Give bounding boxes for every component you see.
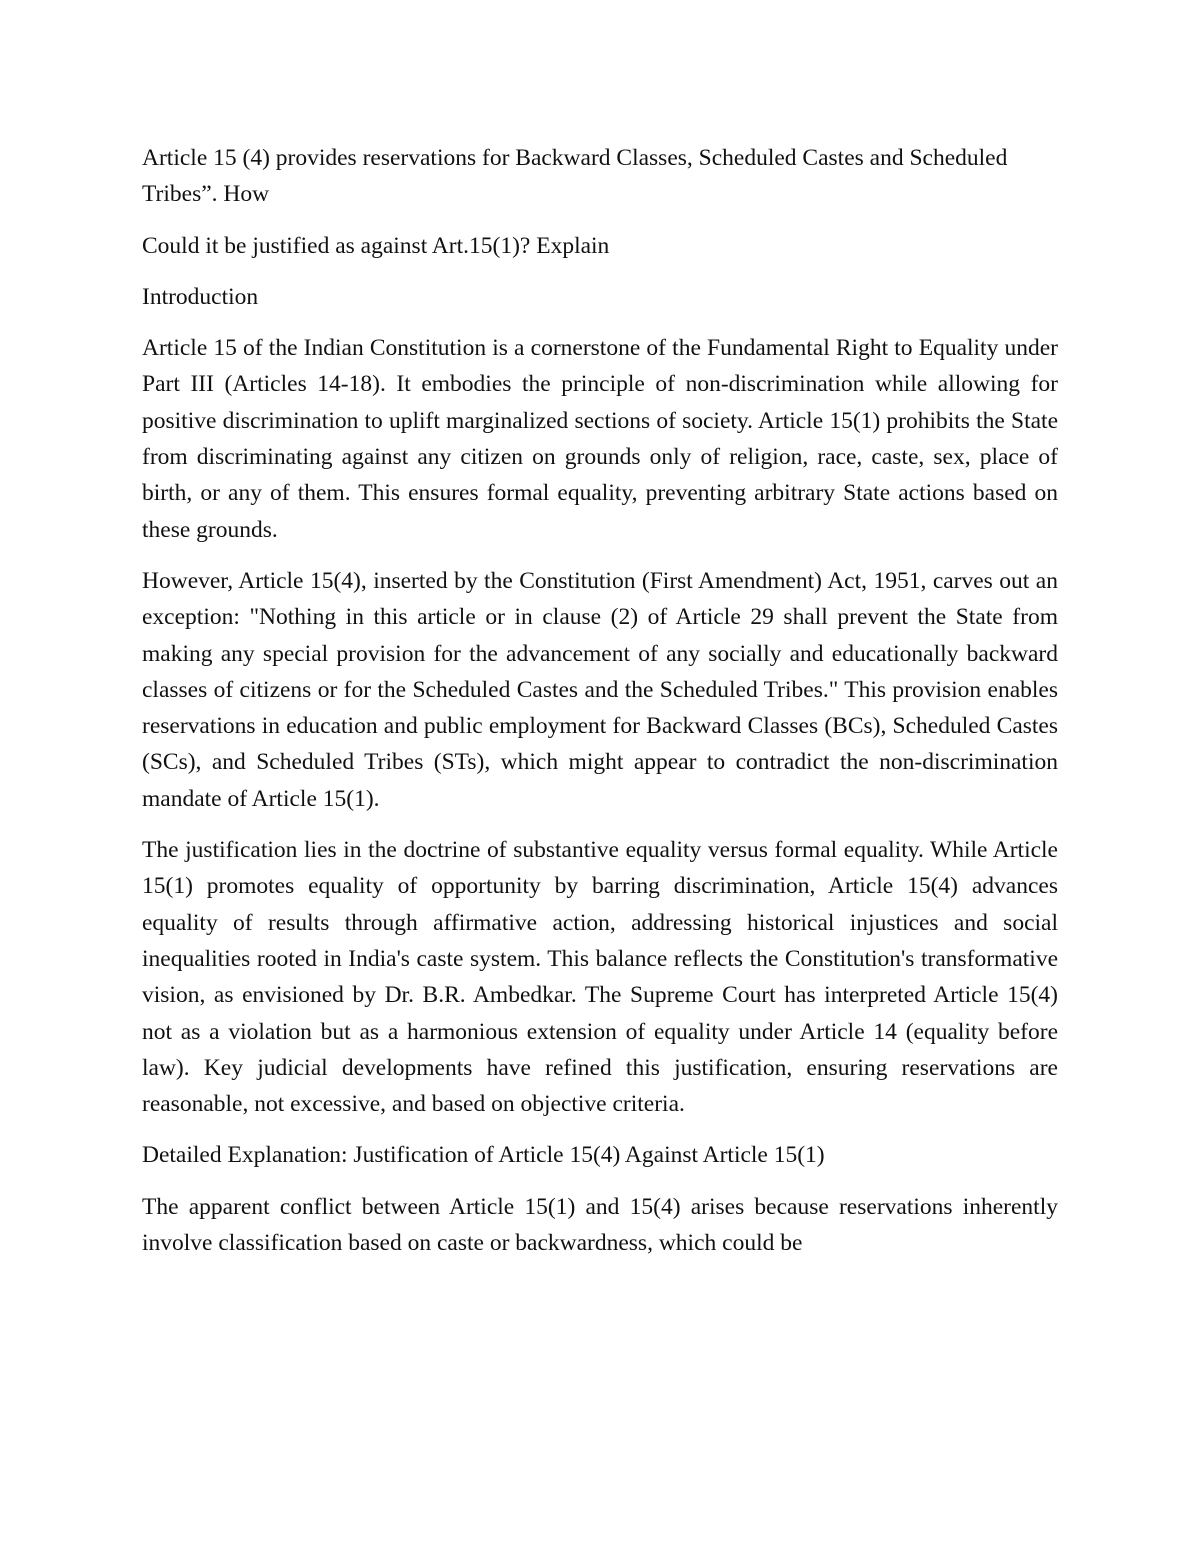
document-page: [142, 140, 1058, 1276]
paragraph-amendment: However, Article 15(4), inserted by the Constitution (First Amendment) Act, 1951, carves out an exception: "Nothing in this article or in clause (2) of Article 29 shall prevent the State from making any special provision for the advancement of any socially and educationally backward classes of citizens or for the Scheduled Castes and the Scheduled Tribes." This provision enables reservations in education and public employment for Backward Classes (BCs), Scheduled Castes (SCs), and Scheduled Tribes (STs), which might appear to contradict the non-discrimination mandate of Article 15(1).: [142, 567, 1058, 812]
question-line-2: Could it be justified as against Art.15(1)? Explain: [142, 232, 610, 259]
paragraph-intro: Article 15 of the Indian Constitution is a cornerstone of the Fundamental Right to Equality under Part III (Articles 14-18). It embodies the principle of non-discrimination while allowing for positive discrimination to uplift marginalized sections of society. Article 15(1) prohibits the State from discriminating against any citizen on grounds only of religion, race, caste, sex, place of birth, or any of them. This ensures formal equality, preventing arbitrary State actions based on these grounds.: [142, 335, 1058, 543]
heading-introduction: Introduction: [142, 283, 259, 310]
heading-detailed-explanation: Detailed Explanation: Justification of Article 15(4) Against Article 15(1): [142, 1142, 825, 1169]
paragraph-justification: The justification lies in the doctrine of substantive equality versus formal equality. While Article 15(1) promotes equality of opportunity by barring discrimination, Article 15(4) advances equality of results through affirmative action, addressing historical injustices and social inequalities rooted in India's caste system. This balance reflects the Constitution's transformative vision, as envisioned by Dr. B.R. Ambedkar. The Supreme Court has interpreted Article 15(4) not as a violation but as a harmonious extension of equality under Article 14 (equality before law). Key judicial developments have refined this justification, ensuring reservations are reasonable, not excessive, and based on objective criteria.: [142, 837, 1058, 1118]
paragraph-conflict: The apparent conflict between Article 15(1) and 15(4) arises because reservations inherently involve classification based on caste or backwardness, which could be: [142, 1193, 1058, 1257]
question-line-1: Article 15 (4) provides reservations for Backward Classes, Scheduled Castes and Scheduled Tribes”. How: [142, 145, 1008, 208]
